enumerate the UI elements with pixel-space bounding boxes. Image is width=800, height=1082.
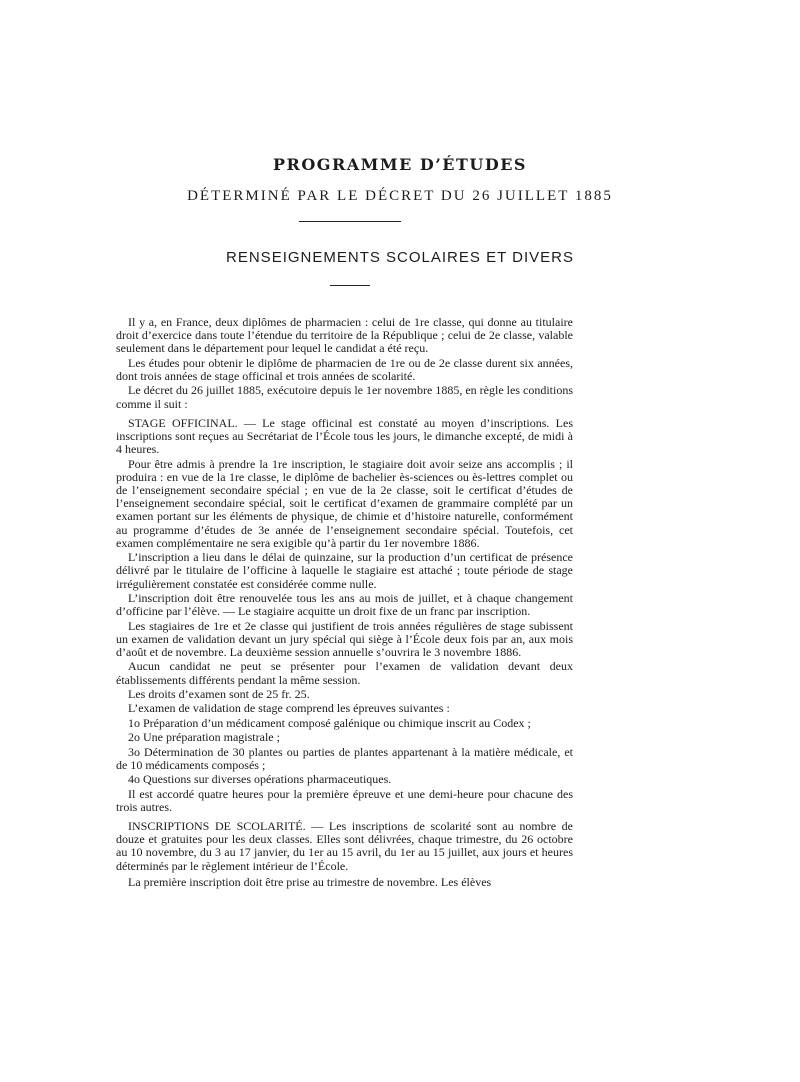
paragraph: Le décret du 26 juillet 1885, exécutoire depuis le 1er novembre 1885, en règle les conditions comme il suit : <box>116 383 573 411</box>
list-item: 1o Préparation d’un médicament composé galénique ou chimique inscrit au Codex ; <box>128 715 531 730</box>
list-item: 2o Une préparation magistrale ; <box>128 730 280 745</box>
paragraph: Pour être admis à prendre la 1re inscription, le stagiaire doit avoir seize ans accomplis ; il produira : en vue de la 1re classe, le diplôme de bachelier ès-sciences ou ès-lettres complet ou de l’enseignement secondaire spécial ; en vue de la 2e classe, soit le certificat d’études de l’enseignement secondaire spécial, soit le certificat d’examen de grammaire complété par un examen portant sur les éléments de physique, de chimie et d’histoire naturelle, conformément au programme d’études de 3e année de l’enseignement secondaire spécial. Toutefois, cet examen complémentaire ne sera exigible qu’à partir du 1er novembre 1886. <box>116 456 573 550</box>
section-heading: RENSEIGNEMENTS SCOLAIRES ET DIVERS <box>226 249 574 266</box>
paragraph: Il est accordé quatre heures pour la première épreuve et une demi-heure pour chacune des trois autres. <box>116 786 573 814</box>
list-item: 3o Détermination de 30 plantes ou parties de plantes appartenant à la matière médicale, et de 10 médicaments composés ; <box>116 744 573 772</box>
document-title: PROGRAMME D’ÉTUDES <box>273 155 527 174</box>
document-subtitle: DÉTERMINÉ PAR LE DÉCRET DU 26 JUILLET 1885 <box>187 188 613 204</box>
paragraph: Aucun candidat ne peut se présenter pour l’examen de validation devant deux établissements différents pendant la même session. <box>116 659 573 687</box>
heading-divider <box>330 285 370 286</box>
paragraph: Les études pour obtenir le diplôme de pharmacien de 1re ou de 2e classe durent six années, dont trois années de stage officinal et trois années de scolarité. <box>116 355 573 383</box>
paragraph-stage-officinal: STAGE OFFICINAL. — Le stage officinal est constaté au moyen d’inscriptions. Les inscriptions sont reçues au Secrétariat de l’École tous les jours, le dimanche excepté, de midi à 4 heures. <box>116 415 573 457</box>
list-item: 4o Questions sur diverses opérations pharmaceutiques. <box>128 772 392 787</box>
paragraph: L’inscription doit être renouvelée tous les ans au mois de juillet, et à chaque changement d’officine par l’élève. — Le stagiaire acquitte un droit fixe de un franc par inscription. <box>116 591 573 619</box>
paragraph: Les stagiaires de 1re et 2e classe qui justifient de trois années régulières de stage subissent un examen de validation devant un jury spécial qui siège à l’École deux fois par an, aux mois d’août et de novembre. La deuxième session annuelle s’ouvrira le 3 novembre 1886. <box>116 618 573 659</box>
paragraph: La première inscription doit être prise au trimestre de novembre. Les élèves <box>128 874 492 889</box>
paragraph: Les droits d’examen sont de 25 fr. 25. <box>128 686 310 701</box>
title-divider <box>299 221 401 222</box>
paragraph: L’examen de validation de stage comprend les épreuves suivantes : <box>128 701 450 716</box>
paragraph-inscriptions-scolarite: INSCRIPTIONS DE SCOLARITÉ. — Les inscriptions de scolarité sont au nombre de douze et gratuites pour les deux classes. Elles sont délivrées, chaque trimestre, du 26 octobre au 10 novembre, du 3 au 17 janvier, du 1er au 15 avril, du 1er au 15 juillet, aux jours et heures déterminés par le règlement intérieur de l’École. <box>116 818 573 873</box>
paragraph: Il y a, en France, deux diplômes de pharmacien : celui de 1re classe, qui donne au titulaire droit d’exercice dans toute l’étendue du territoire de la République ; celui de 2e classe, valable seulement dans le département pour lequel le candidat a été reçu. <box>116 315 573 356</box>
document-body <box>116 316 573 890</box>
paragraph: L’inscription a lieu dans le délai de quinzaine, sur la production d’un certificat de présence délivré par le titulaire de l’officine à laquelle le stagiaire est attaché ; toute période de stage irrégulièrement constatée est considérée comme nulle. <box>116 550 573 591</box>
